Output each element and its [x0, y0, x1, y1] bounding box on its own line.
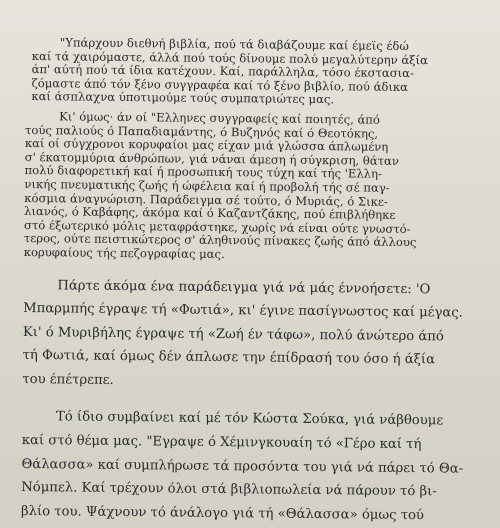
paragraph	[24, 110, 452, 264]
text-line: τερος, ούτε πειστικώτερος σ' άληθινούς πίνακες ζωής άπό άλλους	[23, 231, 417, 250]
paragraph	[22, 273, 463, 395]
text-line: καί οί σύγχρονοι κορυφαίοι μας είχαν μιά γλώσσα άπλωμένη	[24, 136, 389, 154]
text-line: Πάρτε άκόμα ένα παράδειγμα γιά νά μάς έννοήσετε: 'Ο	[57, 277, 431, 297]
text-line: στό έξωτερικό μόλις μεταφράστηκε, χωρίς νά είναι ούτε γνωστό-	[23, 217, 411, 236]
page-text	[20, 35, 464, 528]
text-line: Κι' όμως· άν οί "Ελληνες συγγραφείς καί ποιητές, άπό	[59, 109, 380, 127]
text-line: Νόμπελ. Καί τρέχουν όλοι στά βιβλιοπωλεία νά πάρουν τό βι-	[21, 480, 437, 500]
text-line: Κι' ό Μυριβήλης έγραψε τή «Ζωή έν τάφω», πολύ άνώτερο άπό	[22, 324, 445, 345]
text-line: νικής πνευματικής ζωής ή ώφέλεια καί ή προβολή τής σέ παγ-	[24, 176, 390, 195]
text-line: Τό ίδιο συμβαίνει καί μέ τόν Κώστα Σούκα, γιά νάβθουμε	[55, 409, 444, 429]
text-line: ζόμαστε άπό τόν ξένο συγγραφέα καί τό ξένο βιβλίο, πού άδικα	[31, 75, 409, 94]
text-line: λιανός, ό Καβάφης, άκόμα καί ό Καζαντζάκης, πού έπιβλήθηκε	[24, 204, 396, 223]
text-line: σ' έκατομμύρια άνθρώπων, γιά νάναι άμεση ή σύγκριση, θάταν	[24, 149, 400, 168]
paragraph	[25, 36, 452, 108]
text-line: του έπέτρεπε.	[22, 371, 114, 388]
text-line: κόσμια άναγνώριση. Παράδειγμα σέ τούτο, ό Μυριάς, ό Σικε-	[24, 190, 388, 209]
text-line: κορυφαίους τής πεζογραφίας μας.	[23, 244, 225, 261]
text-line: βλίο του. Ψάχνουν τό άνάλογο γιά τή «Θάλασσα» όμως τού	[20, 503, 425, 524]
paragraph	[20, 405, 464, 527]
text-line: πολύ διαφορετική καί ή προσωπική τους τύχη καί τής 'Ελλη-	[24, 163, 383, 182]
text-line: καί άσπλαχνα ύποτιμούμε τούς συμπατριώτες μας.	[31, 89, 335, 107]
text-line: "Υπάρχουν διεθνή βιβλία, πού τά διαβάζουμε καί έμεϊς έδώ	[59, 35, 409, 54]
text-line: άπ' αύτή πού τά ίδια κατέχουν. Καί, παράλληλα, τόσο έκστασια-	[31, 62, 415, 81]
text-line: καί τά χαιρόμαστε, άλλά πού τούς δίνουμε πολύ μεγαλύτερην άξία	[31, 48, 429, 67]
text-line: καί στό θέμα μας. "Εγραψε ό Χέμινγκουαίη τό «Γέρο καί τή	[21, 433, 422, 453]
text-line: τούς παλιούς ό Παπαδιαμάντης, ό Βυζηνός καί ό Θεοτόκης,	[24, 122, 379, 141]
text-line: Μπαρμπής έγραψε τή «Φωτιά», κι' έγινε πασίγνωστος καί μέγας.	[23, 301, 463, 321]
text-line: Θάλασσα» καί συμπλήρωσε τά προσόντα του γιά νά πάρει τό Θα-	[21, 456, 464, 477]
text-line: τή Φωτιά, καί όμως δέν άπλωσε την έπίδρασή του όσο ή άξία	[22, 348, 436, 368]
